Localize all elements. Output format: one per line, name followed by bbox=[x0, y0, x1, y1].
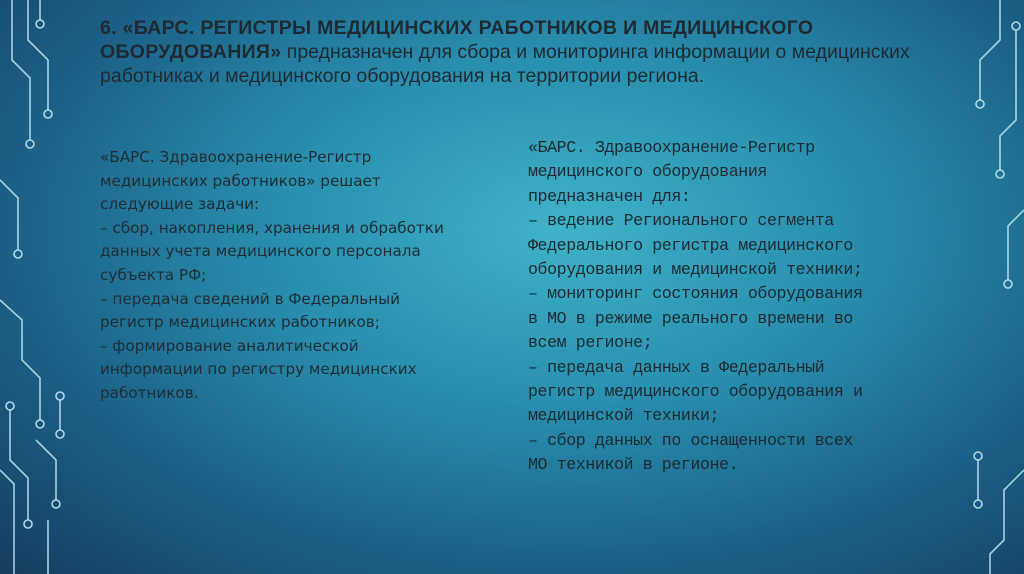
left-line: – формирование аналитической bbox=[100, 336, 359, 355]
right-line: медицинского оборудования bbox=[528, 162, 767, 182]
left-line: медицинских работников» решает bbox=[100, 171, 381, 190]
slide-title bbox=[100, 16, 940, 88]
title-bold: 6. «БАРС. РЕГИСТРЫ МЕДИЦИНСКИХ РАБОТНИКОВ И МЕДИЦИНСКОГО ОБОРУДОВАНИЯ» bbox=[100, 17, 814, 63]
right-line: предназначен для: bbox=[528, 186, 691, 206]
right-line: – передача данных в Федеральный bbox=[528, 357, 825, 377]
left-column-workers-registry bbox=[100, 146, 500, 406]
right-line: Федерального регистра медицинского bbox=[528, 235, 853, 255]
left-line: регистр медицинских работников; bbox=[100, 313, 380, 332]
right-line: МО техникой в регионе. bbox=[528, 455, 739, 475]
title-description: предназначен для сбора и мониторинга информации о медицинских работниках и медицинского оборудования на территории региона. bbox=[100, 41, 910, 87]
left-line: «БАРС. Здравоохранение-Регистр bbox=[100, 148, 372, 166]
right-line: – сбор данных по оснащенности всех bbox=[528, 430, 853, 450]
right-line: в МО в режиме реального времени во bbox=[528, 308, 853, 328]
left-line: следующие задачи: bbox=[100, 195, 260, 214]
right-column-equipment-registry bbox=[528, 136, 948, 478]
right-line: регистр медицинского оборудования и bbox=[528, 382, 863, 402]
right-line: оборудования и медицинской техники; bbox=[528, 260, 863, 280]
left-line: субъекта РФ; bbox=[100, 265, 207, 284]
left-line: – сбор, накопления, хранения и обработки bbox=[100, 218, 444, 237]
left-line: данных учета медицинского персонала bbox=[100, 242, 421, 261]
right-line: – ведение Регионального сегмента bbox=[528, 211, 834, 231]
left-line: информации по регистру медицинских bbox=[100, 360, 417, 379]
left-line: работников. bbox=[100, 383, 199, 402]
right-line: всем регионе; bbox=[528, 333, 653, 353]
right-line: медицинской техники; bbox=[528, 406, 720, 426]
right-line: «БАРС. Здравоохранение-Регистр bbox=[528, 138, 815, 157]
right-line: – мониторинг состояния оборудования bbox=[528, 284, 863, 304]
left-line: – передача сведений в Федеральный bbox=[100, 289, 401, 308]
